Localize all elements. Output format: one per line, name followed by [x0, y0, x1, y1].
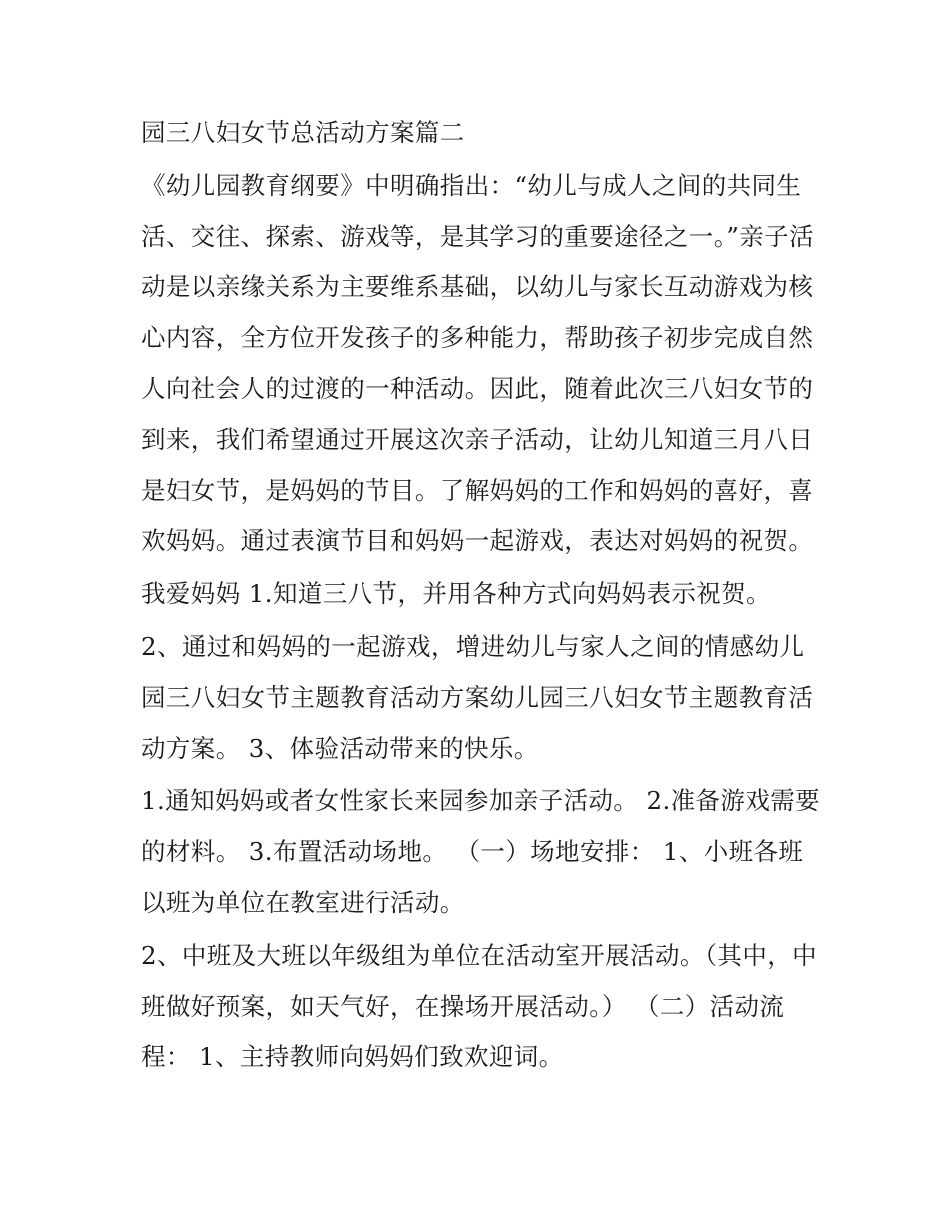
paragraph-process: 2、中班及大班以年级组为单位在活动室开展活动。（其中，中班做好预案，如天气好，在操场开展活动。） （二）活动流程： 1、主持教师向妈妈们致欢迎词。 [141, 940, 818, 1072]
paragraph-goal-2-3: 2、通过和妈妈的一起游戏，增进幼儿与家人之间的情感幼儿园三八妇女节主题教育活动方案幼儿园三八妇女节主题教育活动方案。 3、体验活动带来的快乐。 [141, 631, 814, 763]
paragraph-goal-1: 我爱妈妈 1.知道三八节，并用各种方式向妈妈表示祝贺。 [141, 579, 771, 609]
document-heading: 园三八妇女节总活动方案篇二 [141, 118, 465, 147]
paragraph-preparation: 1.通知妈妈或者女性家长来园参加亲子活动。 2.准备游戏需要的材料。 3.布置活动场地。 （一）场地安排： 1、小班各班以班为单位在教室进行活动。 [141, 786, 821, 917]
document-body [141, 108, 821, 1085]
paragraph-intro: 《幼儿园教育纲要》中明确指出：“幼儿与成人之间的共同生活、交往、探索、游戏等，是其学习的重要途径之一。”亲子活动是以亲缘关系为主要维系基础，以幼儿与家长互动游戏为核心内容，全方位开发孩子的多种能力，帮助孩子初步完成自然人向社会人的过渡的一种活动。因此，随着此次三八妇女节的到来，我们希望通过开展这次亲子活动，让幼儿知道三月八日是妇女节，是妈妈的节目。了解妈妈的工作和妈妈的喜好，喜欢妈妈。通过表演节目和妈妈一起游戏，表达对妈妈的祝贺。 [141, 170, 814, 556]
